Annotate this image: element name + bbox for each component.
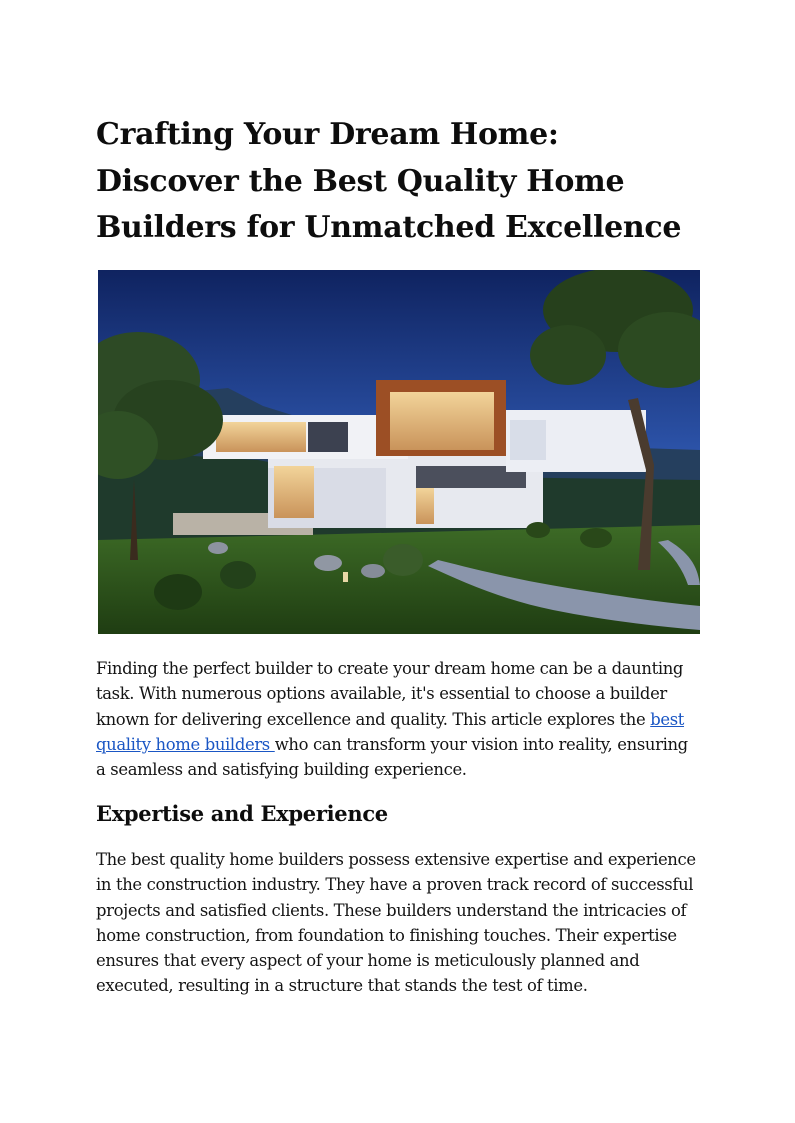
intro-text-before-link: Finding the perfect builder to create your dream home can be a daunting task. With numerous options available, it's essential to choose a builder known for delivering excellence and quality. This article explores the — [96, 659, 684, 729]
intro-text-after-link: who can transform your vision into reality, ensuring a seamless and satisfying building experience. — [96, 734, 688, 780]
hero-image-modern-house — [98, 270, 700, 634]
section-heading: Expertise and Experience — [96, 801, 388, 826]
section-paragraph: The best quality home builders possess extensive expertise and experience in the construction industry. They have a proven track record of successful projects and satisfied clients. These builders understand the intricacies of home construction, from foundation to finishing touches. Their expertise ensures that every aspect of your home is meticulously planned and executed, resulting in a structure that stands the test of time. — [96, 850, 696, 996]
page-title: Crafting Your Dream Home: Discover the Best Quality Home Builders for Unmatched Excellence — [96, 117, 682, 245]
intro-paragraph — [96, 656, 696, 782]
best-quality-home-builders-link[interactable]: best quality home builders — [96, 709, 685, 754]
